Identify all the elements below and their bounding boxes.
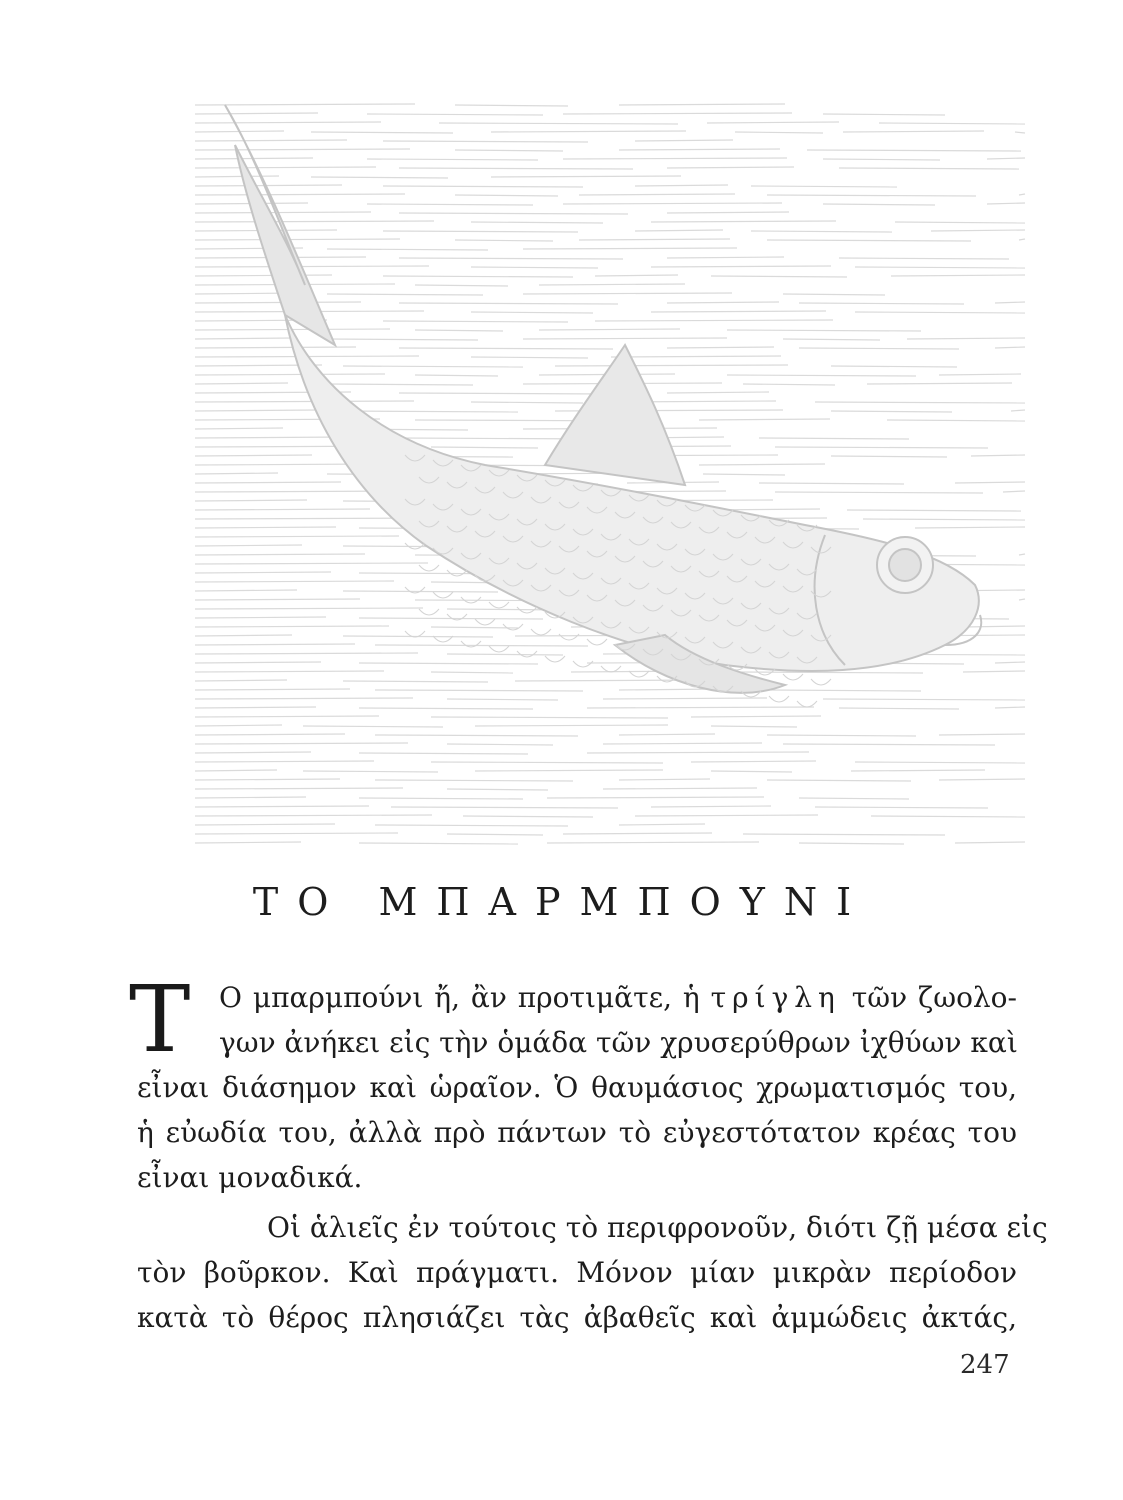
water-line <box>415 375 498 376</box>
water-line <box>635 230 723 231</box>
water-line <box>327 384 473 385</box>
water-line <box>359 798 523 799</box>
water-line <box>195 635 292 636</box>
water-line <box>815 402 1025 403</box>
fish-scale <box>517 651 537 657</box>
water-line <box>447 789 548 790</box>
water-line <box>195 725 282 726</box>
water-line <box>195 743 408 744</box>
water-line <box>399 168 633 169</box>
water-line <box>891 275 1025 276</box>
water-line <box>595 320 833 321</box>
water-line <box>915 527 1025 528</box>
water-line <box>195 104 415 105</box>
water-line <box>603 788 757 789</box>
water-line <box>831 366 957 367</box>
water-line <box>843 131 984 132</box>
paragraph2-line2: τὸν βοῦρκον. Καὶ πράγματι. Μόνον μίαν μικρὰν περίοδον <box>137 1256 1017 1289</box>
water-line <box>939 374 1021 375</box>
water-line <box>871 816 1025 817</box>
water-line <box>939 734 1025 735</box>
water-line <box>855 762 1025 763</box>
water-line <box>311 177 448 178</box>
water-line <box>775 492 983 493</box>
water-line <box>799 303 964 304</box>
water-line <box>447 699 558 700</box>
water-line <box>939 779 1025 780</box>
water-line <box>751 231 892 232</box>
water-line <box>195 779 340 780</box>
water-line <box>399 258 623 259</box>
water-line <box>651 266 831 267</box>
water-line <box>587 752 809 753</box>
water-line <box>195 122 381 123</box>
water-line <box>1015 132 1025 133</box>
water-line <box>595 275 678 276</box>
water-line <box>455 240 553 241</box>
water-line <box>195 671 384 672</box>
drop-cap: Τ <box>129 966 191 1073</box>
water-line <box>879 123 1025 124</box>
water-line <box>195 455 312 456</box>
water-line <box>195 842 301 843</box>
water-line <box>195 221 434 222</box>
water-line <box>383 231 578 232</box>
water-line <box>667 347 774 348</box>
paragraph1-line1 <box>137 975 1017 1020</box>
water-line <box>195 689 350 690</box>
paragraph1-line3: εἶναι διάσημον καὶ ὡραῖον. Ὁ θαυμάσιος χρωματισμός του, <box>137 1071 1017 1104</box>
water-line <box>635 185 728 186</box>
water-line <box>195 563 428 564</box>
water-line <box>767 195 976 196</box>
water-line <box>491 131 686 132</box>
fish-scale <box>475 619 495 625</box>
water-line <box>195 500 307 501</box>
water-line <box>195 347 356 348</box>
water-line <box>1011 410 1025 411</box>
water-line <box>303 771 438 772</box>
water-line <box>711 726 797 727</box>
water-line <box>471 222 603 223</box>
water-line <box>971 455 1025 456</box>
water-line <box>195 140 347 141</box>
water-line <box>931 230 1025 231</box>
water-line <box>635 140 733 141</box>
water-line <box>619 149 780 150</box>
water-line <box>1019 239 1025 240</box>
water-line <box>727 375 916 376</box>
water-line <box>995 302 1025 303</box>
water-line <box>343 411 518 412</box>
water-line <box>195 482 341 483</box>
water-line <box>823 114 945 115</box>
water-line <box>619 734 715 735</box>
water-line <box>855 267 1025 268</box>
page-title: ΤΟ ΜΠΑΡΜΠΟΥΝΙ <box>252 880 871 924</box>
water-line <box>963 626 1025 627</box>
fish-scale <box>559 634 579 640</box>
water-line <box>195 707 316 708</box>
water-line <box>523 248 737 249</box>
water-line <box>711 771 792 772</box>
water-line <box>475 725 668 726</box>
water-line <box>667 302 779 303</box>
page-number: 247 <box>960 1350 1010 1380</box>
fish-scale <box>769 696 789 702</box>
water-line <box>431 717 668 718</box>
water-line <box>1019 599 1025 600</box>
water-line <box>727 330 921 331</box>
water-line <box>431 762 663 763</box>
water-line <box>195 599 360 600</box>
fish-illustration <box>185 85 1035 855</box>
water-line <box>195 590 297 591</box>
water-line <box>823 159 940 160</box>
water-line <box>375 825 568 826</box>
water-line <box>343 366 523 367</box>
water-line <box>767 240 971 241</box>
water-line <box>743 834 945 835</box>
water-line <box>735 132 823 133</box>
paragraph1-line4: ἡ εὐωδία του, ἀλλὰ πρὸ πάντων τὸ εὐγεστότατον κρέας του <box>137 1116 1017 1149</box>
water-line <box>383 186 583 187</box>
water-line <box>783 294 885 295</box>
water-line <box>563 113 792 114</box>
water-line <box>767 780 911 781</box>
water-line <box>359 708 533 709</box>
water-line <box>391 807 618 808</box>
water-line <box>383 276 573 277</box>
body-text <box>129 966 1048 1340</box>
water-line <box>195 437 346 438</box>
water-line <box>523 293 732 294</box>
water-line <box>195 338 293 339</box>
water-line <box>907 338 1025 339</box>
water-line <box>783 744 995 745</box>
paragraph1-line1-end: τῶν ζωολο- <box>840 981 1017 1014</box>
water-line <box>471 402 583 403</box>
water-line <box>415 330 503 331</box>
water-line <box>471 267 598 268</box>
water-line <box>195 572 331 573</box>
water-line <box>603 698 767 699</box>
paragraph2-line1: Οἱ ἁλιεῖς ἐν τούτοις τὸ περιφρονοῦν, διότι ζῇ μέσα εἰς <box>267 1211 1048 1244</box>
water-line <box>539 284 685 285</box>
water-line <box>195 401 414 402</box>
water-line <box>987 158 1025 159</box>
water-line <box>603 743 762 744</box>
water-line <box>963 671 1025 672</box>
water-line <box>195 761 374 762</box>
water-line <box>867 383 1012 384</box>
water-line <box>767 735 916 736</box>
water-line <box>839 708 959 709</box>
water-line <box>195 428 283 429</box>
water-line <box>563 158 787 159</box>
water-line <box>651 311 826 312</box>
water-line <box>431 447 538 448</box>
paragraph2 <box>137 1205 1048 1340</box>
water-line <box>523 338 727 339</box>
water-line <box>327 294 483 295</box>
water-line <box>775 447 988 448</box>
water-line <box>611 356 781 357</box>
water-line <box>751 186 897 187</box>
water-line <box>1003 491 1025 492</box>
water-line <box>431 627 518 628</box>
water-line <box>707 122 839 123</box>
water-line <box>195 716 379 717</box>
water-line <box>195 680 287 681</box>
water-line <box>799 798 909 799</box>
water-line <box>743 384 835 385</box>
water-line <box>383 141 588 142</box>
water-line <box>359 843 518 844</box>
water-line <box>691 716 821 717</box>
water-line <box>563 833 712 834</box>
water-line <box>1019 194 1025 195</box>
paragraph1-line1-start: Ο μπαρμπούνι ἤ, ἂν προτιμᾶτε, ἡ <box>219 981 711 1014</box>
water-line <box>471 312 593 313</box>
water-line <box>439 123 678 124</box>
water-line <box>579 239 730 240</box>
water-line <box>195 545 302 546</box>
water-line <box>195 149 410 150</box>
water-line <box>327 249 488 250</box>
water-line <box>195 302 361 303</box>
water-line <box>831 456 947 457</box>
water-line <box>995 347 1025 348</box>
water-line <box>195 383 288 384</box>
water-line <box>711 276 847 277</box>
fish-scale <box>545 656 565 662</box>
paragraph1-line5: εἶναι μοναδικά. <box>137 1161 363 1194</box>
water-line <box>839 168 1019 169</box>
water-line <box>555 365 788 366</box>
water-line <box>579 194 735 195</box>
fish-scale <box>587 639 607 645</box>
water-line <box>195 662 321 663</box>
water-line <box>303 726 443 727</box>
water-line <box>851 770 985 771</box>
water-line <box>539 329 680 330</box>
water-line <box>799 348 959 349</box>
water-line <box>831 411 952 412</box>
fish-scale <box>419 609 439 615</box>
water-line <box>667 167 794 168</box>
water-line <box>195 698 413 699</box>
water-line <box>1019 554 1025 555</box>
fish-scale <box>797 701 817 707</box>
water-line <box>651 221 836 222</box>
water-line <box>415 285 508 286</box>
water-line <box>619 779 710 780</box>
water-line <box>195 806 369 807</box>
water-line <box>311 132 453 133</box>
water-line <box>667 212 789 213</box>
water-line <box>399 393 608 394</box>
fish-scale <box>573 661 593 667</box>
water-line <box>987 203 1025 204</box>
water-line <box>399 303 618 304</box>
water-line <box>667 257 784 258</box>
water-line <box>195 554 365 555</box>
water-line <box>195 770 277 771</box>
water-line <box>195 617 326 618</box>
water-line <box>399 213 628 214</box>
fish-scale <box>489 602 509 608</box>
water-line <box>399 348 613 349</box>
water-line <box>699 419 830 420</box>
water-line <box>455 105 568 106</box>
water-line <box>367 159 538 160</box>
water-line <box>195 239 400 240</box>
water-line <box>195 473 278 474</box>
water-line <box>359 753 528 754</box>
water-line <box>863 519 1025 520</box>
water-line <box>195 833 398 834</box>
water-line <box>195 167 376 168</box>
water-line <box>195 653 418 654</box>
water-line <box>195 824 335 825</box>
water-line <box>447 744 553 745</box>
water-line <box>195 527 336 528</box>
fish-body <box>225 105 981 693</box>
water-line <box>667 392 769 393</box>
water-line <box>783 339 880 340</box>
water-line <box>195 752 311 753</box>
water-line <box>195 797 306 798</box>
water-line <box>195 113 318 114</box>
water-line <box>995 662 1025 663</box>
water-line <box>547 842 759 843</box>
water-line <box>955 842 1025 843</box>
water-line <box>587 707 814 708</box>
water-line <box>807 150 1021 151</box>
fish-scale <box>461 641 481 647</box>
water-line <box>375 645 588 646</box>
water-line <box>563 203 782 204</box>
water-line <box>635 815 818 816</box>
water-line <box>455 195 558 196</box>
water-line <box>195 194 405 195</box>
water-line <box>195 788 403 789</box>
water-line <box>703 474 785 475</box>
paragraph1-line2: γων ἀνήκει εἰς τὴν ὁμάδα τῶν χρυσερύθρων ἰχθύων καὶ <box>219 1026 1018 1059</box>
fish-scale <box>489 646 509 652</box>
paragraph2-line3: κατὰ τὸ θέρος πλησιάζει τὰς ἀβαθεῖς καὶ ἀμμώδεις ἀκτάς, <box>137 1301 1017 1334</box>
water-line <box>887 420 1025 421</box>
fish-scale <box>531 629 551 635</box>
water-line <box>759 483 904 484</box>
water-line <box>651 806 771 807</box>
water-line <box>195 815 432 816</box>
water-line <box>195 374 385 375</box>
water-line <box>195 275 332 276</box>
water-line <box>475 770 663 771</box>
water-line <box>735 672 923 673</box>
water-line <box>195 509 370 510</box>
water-line <box>895 222 1025 223</box>
water-line <box>195 734 345 735</box>
water-line <box>759 438 909 439</box>
water-line <box>359 663 538 664</box>
water-line <box>799 843 904 844</box>
water-line <box>619 104 785 105</box>
water-line <box>375 735 578 736</box>
water-line <box>375 780 573 781</box>
fish-scale <box>433 592 453 598</box>
water-line <box>195 176 279 177</box>
water-line <box>431 672 513 673</box>
water-line <box>767 690 921 691</box>
water-line <box>691 761 816 762</box>
water-line <box>367 204 533 205</box>
water-line <box>471 357 588 358</box>
water-line <box>847 510 1021 511</box>
water-line <box>195 626 389 627</box>
fish-scale <box>419 565 439 571</box>
water-line <box>463 816 593 817</box>
water-line <box>195 212 371 213</box>
water-line <box>367 114 543 115</box>
trigli-spaced: τρίγλη <box>710 981 841 1014</box>
water-line <box>195 536 399 537</box>
water-line <box>195 608 423 609</box>
water-line <box>195 581 394 582</box>
water-line <box>619 824 705 825</box>
water-line <box>195 410 317 411</box>
fish-scale <box>783 674 803 680</box>
water-line <box>995 707 1025 708</box>
water-line <box>823 699 1025 700</box>
water-line <box>195 185 342 186</box>
water-line <box>815 807 988 808</box>
water-line <box>195 644 355 645</box>
water-line <box>839 258 1009 259</box>
fish-scale <box>503 624 523 630</box>
water-line <box>699 464 825 465</box>
water-line <box>547 797 764 798</box>
water-line <box>955 482 1025 483</box>
water-line <box>447 654 563 655</box>
water-line <box>383 321 568 322</box>
water-line <box>375 690 583 691</box>
water-line <box>823 204 935 205</box>
water-line <box>195 266 429 267</box>
water-line <box>455 150 563 151</box>
water-line <box>327 339 478 340</box>
water-line <box>491 176 681 177</box>
water-line <box>343 681 488 682</box>
water-line <box>447 834 543 835</box>
water-line <box>855 312 1025 313</box>
fish-engraving-icon <box>185 85 1035 855</box>
fish-scale <box>811 679 831 685</box>
